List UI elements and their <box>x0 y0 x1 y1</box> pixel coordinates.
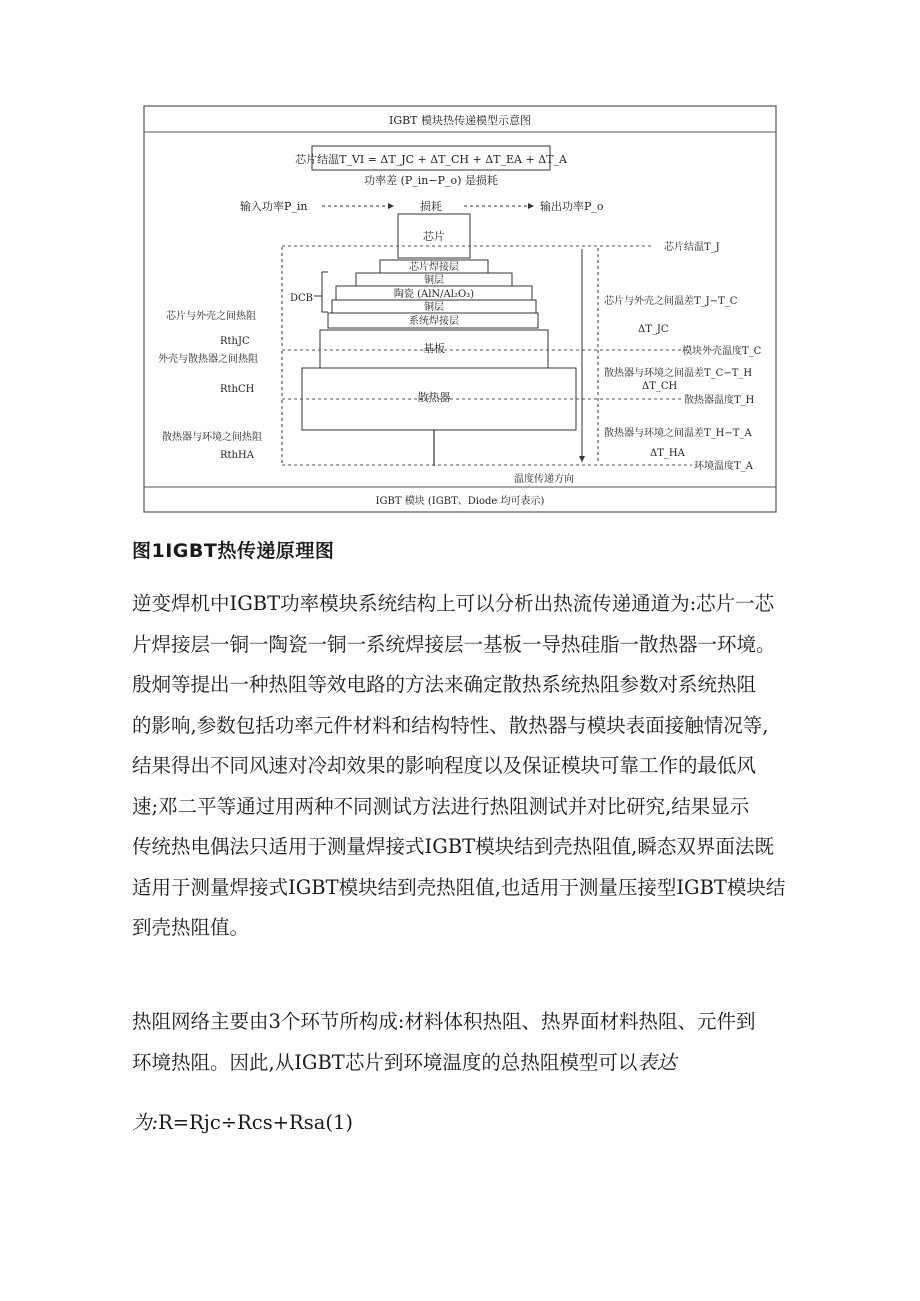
layer-label: 芯片焊接层 <box>409 262 459 273</box>
layer-label: 铜层 <box>424 302 444 313</box>
tc-label: 模块外壳温度T_C <box>682 346 762 357</box>
paragraph-line: 逆变焊机中IGBT功率模块系统结构上可以分析出热流传递通道为:芯片一芯 <box>132 592 775 615</box>
paragraph-line-tail: 表达 <box>637 1050 677 1074</box>
paragraph-line: 到壳热阻值。 <box>132 916 250 939</box>
paragraph-line: 片焊接层一铜一陶瓷一铜一系统焊接层一基板一导热硅脂一散热器一环境。 <box>132 632 776 656</box>
dcb-label: DCB <box>290 293 314 304</box>
formula-text: 芯片结温T_VI = ΔT_JC + ΔT_CH + ΔT_EA + ΔT_A <box>295 153 567 166</box>
paragraph-1 <box>132 584 792 949</box>
layer-label: 系统焊接层 <box>409 316 459 327</box>
rth-jc-label: RthJC <box>220 336 250 347</box>
th-label: 散热器温度T_H <box>684 395 755 406</box>
paragraph-line: 的影响,参数包括功率元件材料和结构特性、散热器与模块表面接触情况等, <box>132 713 769 737</box>
figure-title: IGBT 模块热传递模型示意图 <box>388 114 532 127</box>
rth-ch-desc: 外壳与散热器之间热阻 <box>158 354 258 365</box>
formula-line <box>132 1103 792 1144</box>
formula-expression: R=Rjc÷Rcs+Rsa(1) <box>158 1111 353 1134</box>
paragraph-line: 传统热电偶法只适用于测量焊接式IGBT模块结到壳热阻值,瞬态双界面法既 <box>132 835 774 858</box>
paragraph-line: 结果得出不同风速对冷却效果的影响程度以及保证模块可靠工作的最低风 <box>132 754 757 777</box>
rth-ha-desc: 散热器与环境之间热阻 <box>162 432 262 443</box>
baseplate-label: 基板 <box>423 342 445 355</box>
chip-label: 芯片 <box>423 230 445 243</box>
ta-label: 环境温度T_A <box>694 461 753 472</box>
figure-footer: IGBT 模块 (IGBT、Diode 均可表示) <box>375 496 545 507</box>
tj-label: 芯片结温T_J <box>664 242 720 253</box>
dtch-label: ΔT_CH <box>642 381 678 392</box>
output-power-label: 输出功率P_o <box>540 200 604 213</box>
dtha-desc: 散热器与环境之间温差T_H−T_A <box>604 428 752 439</box>
paragraph-line <box>132 1043 792 1084</box>
dtjc-desc: 芯片与外壳之间温差T_J−T_C <box>604 296 738 307</box>
layer-label: 铜层 <box>424 275 444 286</box>
power-diff-text: 功率差 (P_in−P_o) 是损耗 <box>364 174 498 187</box>
layer-label: 陶瓷 (AlN/Al₂O₃) <box>393 289 475 300</box>
paragraph-line: 适用于测量焊接式IGBT模块结到壳热阻值,也适用于测量压接型IGBT模块结 <box>132 875 786 899</box>
input-power-label: 输入功率P_in <box>240 200 308 213</box>
direction-label: 温度传递方向 <box>514 474 574 485</box>
formula-prefix: 为: <box>132 1111 159 1134</box>
dtjc-label: ΔT_JC <box>638 324 669 335</box>
dtha-label: ΔT_HA <box>650 448 685 459</box>
paragraph-2 <box>132 1002 792 1083</box>
rth-ch-label: RthCH <box>220 384 255 395</box>
rth-ha-label: RthHA <box>220 450 254 461</box>
paragraph-line-text: 环境热阻。因此,从IGBT芯片到环境温度的总热阻模型可以 <box>132 1050 638 1074</box>
figure-caption: 图1IGBT热传递原理图 <box>132 540 335 562</box>
paragraph-line: 殷炯等提出一种热阻等效电路的方法来确定散热系统热阻参数对系统热阻 <box>132 673 757 696</box>
paragraph-line: 热阻网络主要由3个环节所构成:材料体积热阻、热界面材料热阻、元件到 <box>132 1010 756 1033</box>
dtch-desc: 散热器与环境之间温差T_C−T_H <box>604 368 753 379</box>
heatsink-label: 散热器 <box>417 391 451 404</box>
paragraph-line: 速;邓二平等通过用两种不同测试方法进行热阻测试并对比研究,结果显示 <box>132 794 750 818</box>
heat-transfer-figure <box>142 104 778 514</box>
loss-label: 损耗 <box>420 200 442 213</box>
rth-jc-desc: 芯片与外壳之间热阻 <box>166 311 256 322</box>
